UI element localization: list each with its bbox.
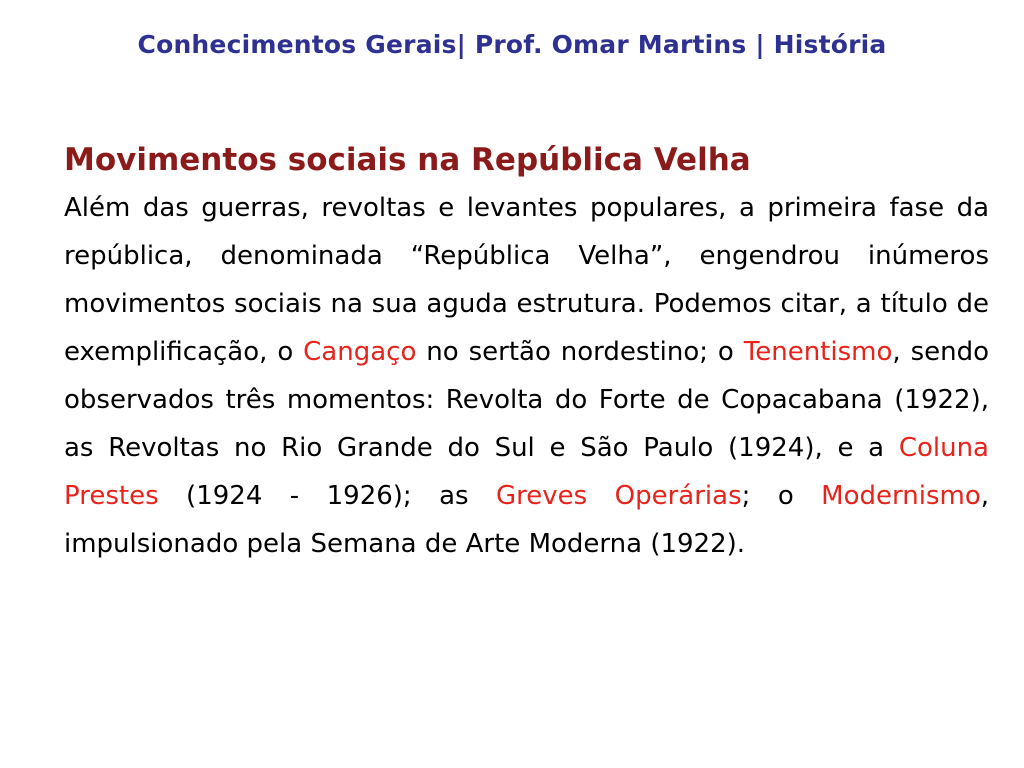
slide-paragraph <box>64 184 989 568</box>
highlight-greves-operarias: Greves Operárias <box>496 481 742 511</box>
paragraph-text: Além das guerras, revoltas e levantes populares, a primeira fase da república, denominada “República Velha”, engendrou inúmeros movimentos sociais na sua aguda estrutura. Podemos citar, a título de exemplificação, o <box>64 193 989 367</box>
slide-header: Conhecimentos Gerais| Prof. Omar Martins | História <box>137 30 887 59</box>
paragraph-text: , impulsionado pela Semana de Arte Moderna (1922). <box>64 481 989 559</box>
paragraph-text: (1924 - 1926); as <box>158 481 497 511</box>
highlight-cangaco: Cangaço <box>303 337 417 367</box>
paragraph-text: no sertão nordestino; o <box>416 337 744 367</box>
slide-title: Movimentos sociais na República Velha <box>64 142 751 178</box>
paragraph-text: ; o <box>741 481 822 511</box>
highlight-tenentismo: Tenentismo <box>743 337 893 367</box>
slide-content <box>64 136 989 568</box>
highlight-modernismo: Modernismo <box>821 481 981 511</box>
paragraph-text: , sendo observados três momentos: Revolta do Forte de Copacabana (1922), as Revoltas no Rio Grande do Sul e São Paulo (1924), e a <box>64 337 990 463</box>
highlight-coluna-prestes: Coluna Prestes <box>64 433 989 511</box>
